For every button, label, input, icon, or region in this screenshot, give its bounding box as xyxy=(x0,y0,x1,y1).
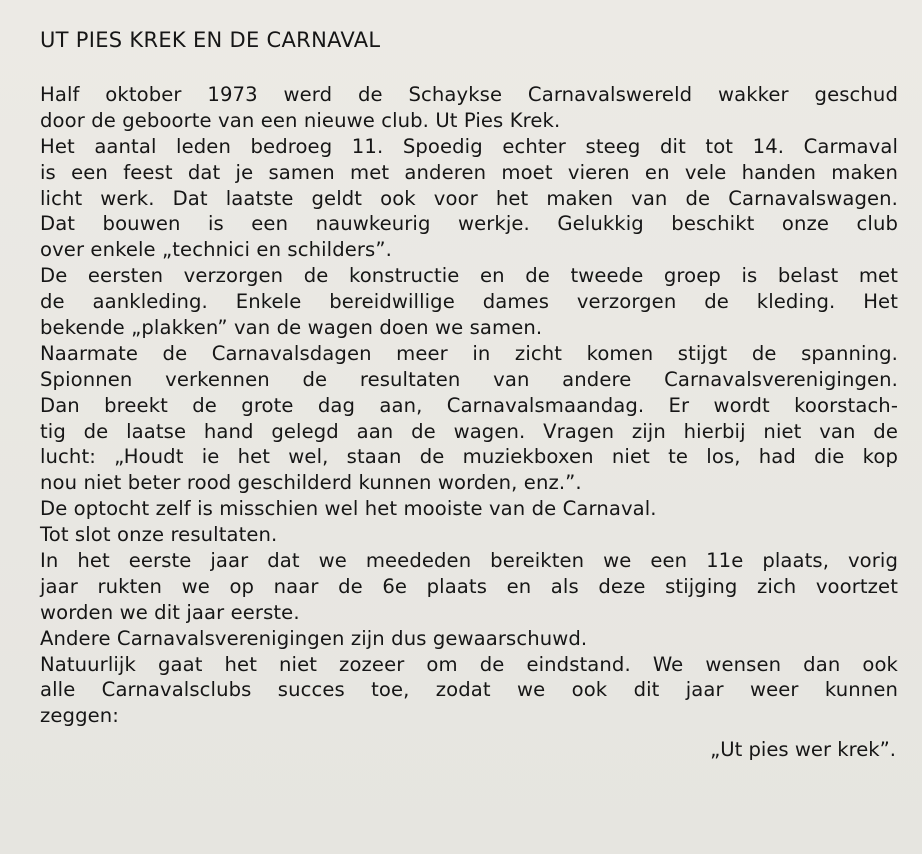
article-line: Andere Carnavalsverenigingen zijn dus gewaarschuwd. xyxy=(40,626,588,650)
article-line: de aankleding. Enkele bereidwillige dames verzorgen de kleding. Het xyxy=(40,290,898,314)
article-line: De optocht zelf is misschien wel het mooiste van de Carnaval. xyxy=(40,497,657,521)
article-line: Spionnen verkennen de resultaten van andere Carnavalsverenigingen. xyxy=(40,367,898,391)
article-line: Natuurlijk gaat het niet zozeer om de eindstand. We wensen dan ook xyxy=(40,652,898,676)
article-line: is een feest dat je samen met anderen moet vieren en vele handen maken xyxy=(40,160,898,184)
article-body xyxy=(40,82,898,763)
article-line: over enkele „technici en schilders”. xyxy=(40,238,392,262)
article-line: lucht: „Houdt ie het wel, staan de muziekboxen niet te los, had die kop xyxy=(40,445,898,469)
article-line: zeggen: xyxy=(40,704,119,728)
article-line: Naarmate de Carnavalsdagen meer in zicht komen stijgt de spanning. xyxy=(40,341,898,365)
article-line: Dan breekt de grote dag aan, Carnavalsmaandag. Er wordt koorstach- xyxy=(40,393,898,417)
article-line: nou niet beter rood geschilderd kunnen worden, enz.”. xyxy=(40,471,582,495)
article-line: Half oktober 1973 werd de Schaykse Carnavalswereld wakker geschud xyxy=(40,83,898,106)
article-line: In het eerste jaar dat we meededen bereikten we een 11e plaats, vorig xyxy=(40,549,898,573)
article-line: jaar rukten we op naar de 6e plaats en als deze stijging zich voortzet xyxy=(40,574,898,598)
article-title: UT PIES KREK EN DE CARNAVAL xyxy=(40,28,381,52)
article-line: De eersten verzorgen de konstructie en de tweede groep is belast met xyxy=(40,264,898,288)
article-line: Dat bouwen is een nauwkeurig werkje. Gelukkig beschikt onze club xyxy=(40,212,898,236)
article-line: alle Carnavalsclubs succes toe, zodat we ook dit jaar weer kunnen xyxy=(40,678,898,702)
article-line: worden we dit jaar eerste. xyxy=(40,600,300,624)
article-line: Tot slot onze resultaten. xyxy=(40,523,278,547)
article-line: Het aantal leden bedroeg 11. Spoedig echter steeg dit tot 14. Carmaval xyxy=(40,134,898,158)
closing-quote: „Ut pies wer krek”. xyxy=(710,738,896,762)
article-line: bekende „plakken” van de wagen doen we samen. xyxy=(40,316,543,340)
article-line: tig de laatse hand gelegd aan de wagen. Vragen zijn hierbij niet van de xyxy=(40,419,898,443)
article-line: door de geboorte van een nieuwe club. Ut Pies Krek. xyxy=(40,108,561,132)
article-line: licht werk. Dat laatste geldt ook voor het maken van de Carnavalswagen. xyxy=(40,186,898,210)
